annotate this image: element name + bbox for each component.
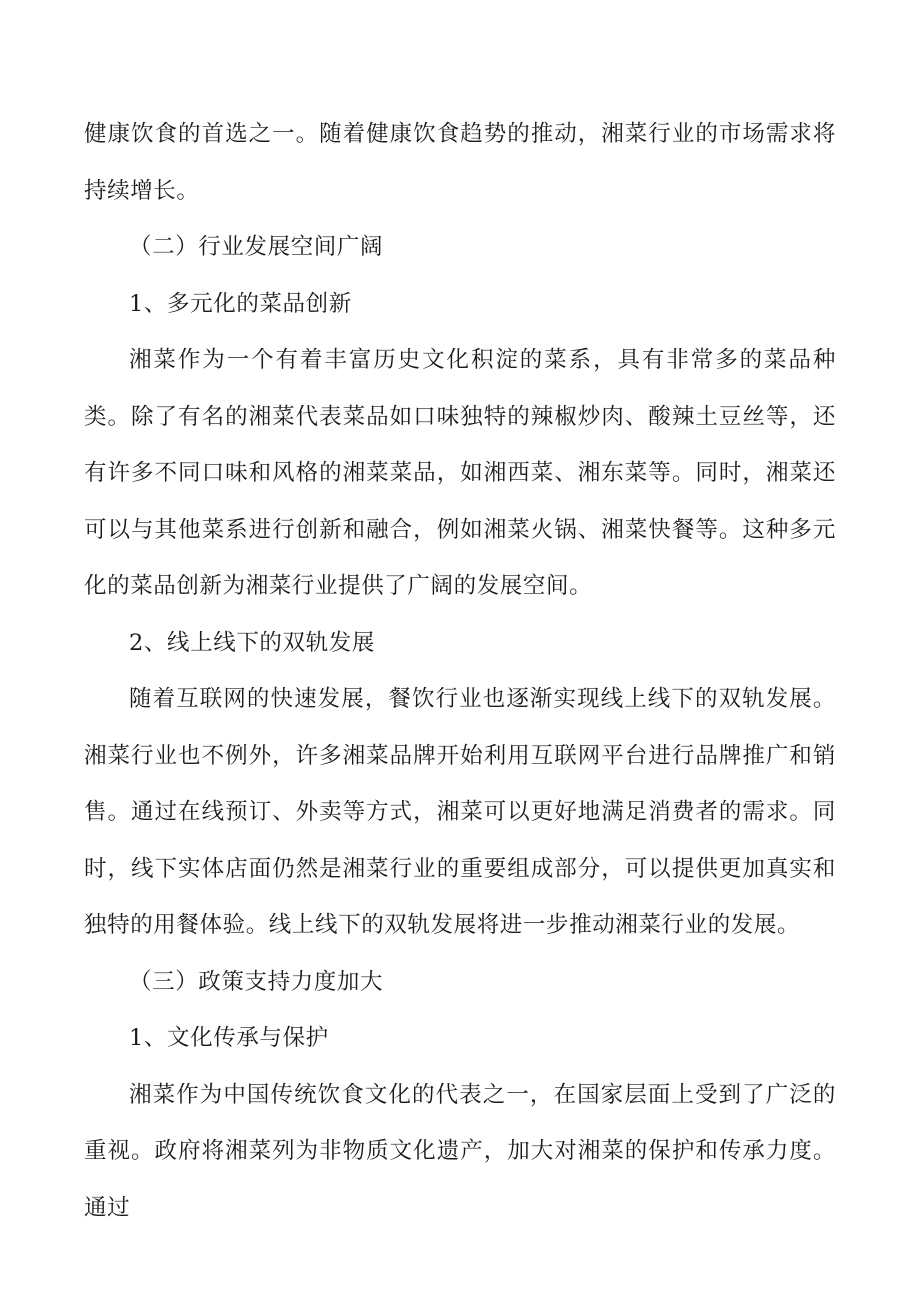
paragraph-culture-heritage: 湘菜作为中国传统饮食文化的代表之一，在国家层面上受到了广泛的重视。政府将湘菜列为非物质文化遗产，加大对湘菜的保护和传承力度。通过: [84, 1081, 836, 1221]
section-heading-2: （二）行业发展空间广阔: [129, 234, 384, 260]
paragraph-dish-innovation: 湘菜作为一个有着丰富历史文化积淀的菜系，具有非常多的菜品种类。除了有名的湘菜代表菜品如口味独特的辣椒炒肉、酸辣土豆丝等，还有许多不同口味和风格的湘菜菜品，如湘西菜、湘东菜等。同时，湘菜还可以与其他菜系进行创新和融合，例如湘菜火锅、湘菜快餐等。这种多元化的菜品创新为湘菜行业提供了广阔的发展空间。: [84, 347, 836, 599]
section-heading-3: （三）政策支持力度加大: [129, 968, 384, 995]
subheading-diverse-dish-innovation: 1、多元化的菜品创新: [129, 290, 352, 317]
document-body: [84, 106, 836, 1236]
paragraph-continued: 健康饮食的首选之一。随着健康饮食趋势的推动，湘菜行业的市场需求将持续增长。: [84, 121, 836, 204]
subheading-online-offline: 2、线上线下的双轨发展: [129, 629, 375, 656]
subheading-culture-heritage: 1、文化传承与保护: [129, 1025, 329, 1051]
paragraph-online-offline: 随着互联网的快速发展，餐饮行业也逐渐实现线上线下的双轨发展。湘菜行业也不例外，许多湘菜品牌开始利用互联网平台进行品牌推广和销售。通过在线预订、外卖等方式，湘菜可以更好地满足消费者的需求。同时，线下实体店面仍然是湘菜行业的重要组成部分，可以提供更加真实和独特的用餐体验。线上线下的双轨发展将进一步推动湘菜行业的发展。: [84, 686, 836, 938]
